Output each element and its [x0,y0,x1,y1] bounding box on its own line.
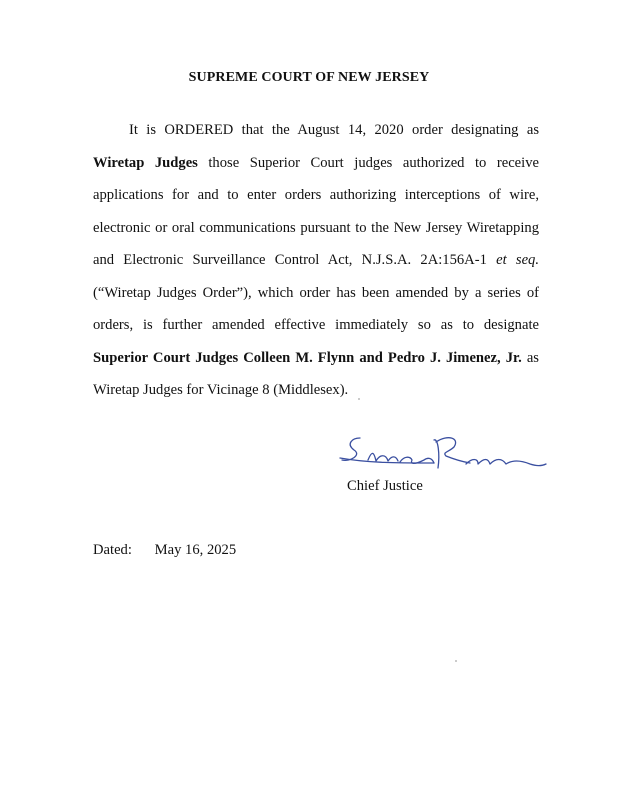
dated-value: May 16, 2025 [154,542,237,558]
dated-label: Dated: [93,542,132,558]
order-text-1: It is ORDERED that the August 14, 2020 order designating as [129,122,539,138]
scan-speck [455,660,457,662]
order-text-2: those Superior Court judges authorized to receive applications for and to enter orders authorizing interceptions of wire, electronic or oral communications pursuant to the New Jersey Wiretapping and Electronic Surveillance Control Act, N.J.S.A. 2A:156A-1 [93,154,539,268]
signature-title: Chief Justice [347,478,423,494]
order-paragraph [93,114,539,407]
order-italic-et-seq: et seq. [496,252,539,268]
order-bold-wiretap-judges: Wiretap Judges [93,154,198,171]
order-text-4: as Wiretap Judges for Vicinage 8 (Middlesex). [93,349,539,398]
signature-graphic [338,430,548,480]
order-text-3: (“Wiretap Judges Order”), which order has been amended by a series of orders, is further amended effective immediately so as to designate [93,284,539,333]
page-title: SUPREME COURT OF NEW JERSEY [188,70,430,85]
dated-line [93,542,236,559]
order-bold-judges-names: Superior Court Judges Colleen M. Flynn and Pedro J. Jimenez, Jr. [93,349,522,366]
scan-speck [358,398,360,400]
